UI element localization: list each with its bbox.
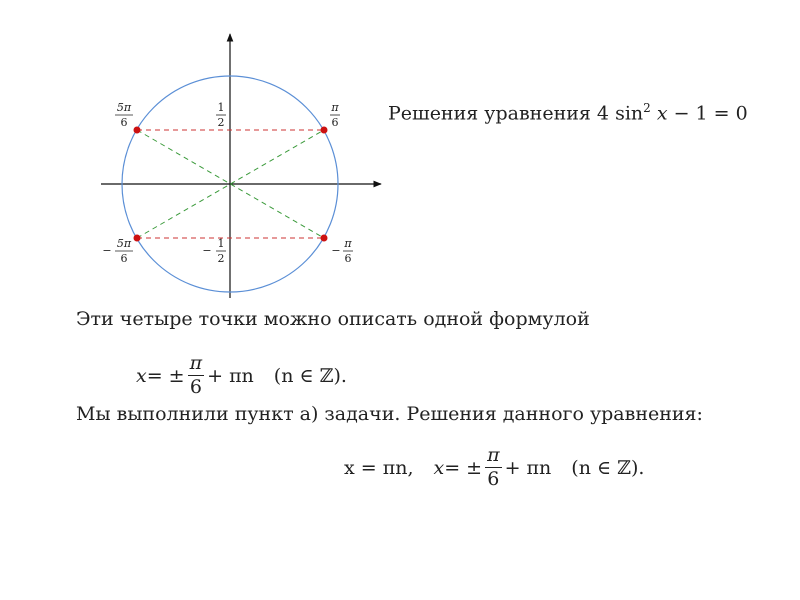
formula2-fraction bbox=[485, 446, 502, 489]
formula1-tail: + πn bbox=[207, 364, 254, 387]
formula2-part1: x = πn, bbox=[344, 456, 414, 479]
formula1-num: π bbox=[189, 352, 203, 374]
heading-rest: − 1 = 0 bbox=[667, 102, 748, 125]
explanation-text-1: Эти четыре точки можно описать одной формулой bbox=[76, 308, 590, 330]
point-neg-5pi-6 bbox=[134, 235, 141, 242]
svg-text:5π: 5π bbox=[116, 101, 132, 114]
label-neg-half bbox=[202, 237, 226, 265]
svg-text:5π: 5π bbox=[116, 237, 132, 250]
svg-text:6: 6 bbox=[331, 116, 339, 129]
heading-power: 2 bbox=[643, 101, 651, 115]
formula1-fraction bbox=[188, 354, 205, 397]
formula1-eq: = ± bbox=[146, 364, 185, 387]
label-5pi-6 bbox=[115, 101, 133, 129]
svg-text:−: − bbox=[331, 244, 341, 257]
formula1-den: 6 bbox=[189, 376, 202, 398]
formula2-eq: = ± bbox=[444, 456, 483, 479]
formula2-tail: + πn bbox=[504, 456, 552, 479]
formula2-den: 6 bbox=[487, 468, 500, 490]
svg-text:1: 1 bbox=[217, 101, 225, 114]
svg-text:6: 6 bbox=[120, 116, 128, 129]
formula1-condition: (n ∈ ℤ). bbox=[273, 364, 347, 387]
svg-text:6: 6 bbox=[344, 252, 352, 265]
svg-text:2: 2 bbox=[217, 252, 225, 265]
label-neg-pi-6 bbox=[331, 237, 353, 265]
formula2-condition: (n ∈ ℤ). bbox=[571, 456, 645, 479]
point-5pi-6 bbox=[134, 127, 141, 134]
label-neg-5pi-6 bbox=[102, 237, 133, 265]
svg-text:−: − bbox=[202, 244, 212, 257]
formula2-lhs: x bbox=[433, 456, 445, 479]
svg-text:1: 1 bbox=[217, 237, 225, 250]
heading-func: sin bbox=[615, 102, 644, 125]
formula1-lhs: x bbox=[136, 364, 147, 387]
heading-prefix: Решения уравнения bbox=[388, 102, 597, 125]
point-pi-6 bbox=[321, 127, 328, 134]
label-pi-6 bbox=[330, 101, 340, 129]
heading-coef: 4 bbox=[596, 102, 610, 125]
formula-general bbox=[136, 354, 347, 397]
svg-text:π: π bbox=[331, 101, 339, 114]
svg-text:2: 2 bbox=[217, 116, 225, 129]
svg-text:6: 6 bbox=[120, 252, 128, 265]
svg-text:−: − bbox=[102, 244, 112, 257]
formula2-num: π bbox=[487, 444, 500, 466]
explanation-text-2: Мы выполнили пункт а) задачи. Решения данного уравнения: bbox=[76, 403, 703, 425]
svg-text:π: π bbox=[344, 237, 352, 250]
formula-solutions bbox=[344, 446, 644, 489]
point-neg-pi-6 bbox=[321, 235, 328, 242]
heading-var: x bbox=[656, 102, 668, 125]
equation-heading bbox=[388, 101, 748, 124]
label-half bbox=[216, 101, 226, 129]
